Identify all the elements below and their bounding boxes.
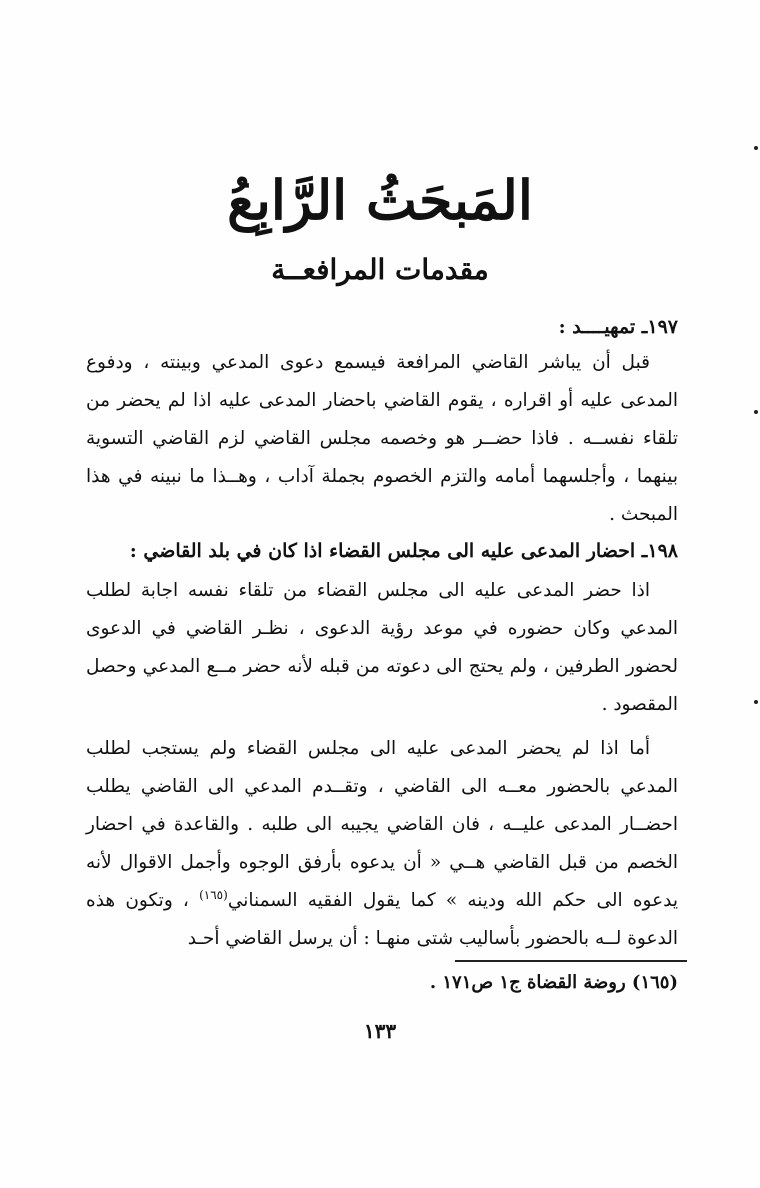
paragraph-text: اذا حضر المدعى عليه الى مجلس القضاء من تلقاء نفسه اجابة لطلب المدعي وكان حضوره في موعد رؤية الدعوى ، نظـر القاضي في الدعوى لحضور الطرفين ، ولم يحتج الى دعوته من قبله لأنه حضر مــع المدعي وحصل المقصود . — [86, 580, 678, 715]
footnote-reference: (١٦٥) — [199, 887, 228, 902]
footnote-divider — [455, 960, 687, 962]
footnote: (١٦٥) روضة القضاة ج١ ص١٧١ . — [429, 972, 678, 993]
paragraph-text: ، وتكون هذه الدعوة لــه بالحضور بأساليب شتى منهـا : أن يرسل القاضي أحـد — [86, 890, 678, 949]
section-title: مقدمات المرافعــة — [271, 253, 489, 286]
scan-edge-mark — [754, 700, 758, 704]
section-198 — [86, 534, 678, 724]
section-heading: ١٩٨ـ احضار المدعى عليه الى مجلس القضاء اذا كان في بلد القاضي : — [129, 540, 678, 562]
chapter-title: المَبحَثُ الرَّابِعُ — [227, 168, 533, 232]
paragraph — [86, 344, 678, 534]
paragraph-text: أما اذا لم يحضر المدعى عليه الى مجلس القضاء ولم يستجب لطلب المدعي بالحضور معــه الى القاضي ، وتقــدم المدعي الى القاضي يطلب احضــار المدعى عليــه ، فان القاضي يجيبه الى طلبه . والقاعدة في احضار الخصم من قبل القاضي هــي « أن يدعوه بأرفق الوجوه وأجمل الاقوال لأنه يدعوه الى حكم الله ودينه » كما يقول الفقيه السمناني — [86, 738, 678, 911]
section-heading: ١٩٧ـ تمهيــــد : — [558, 316, 678, 338]
section-197 — [86, 310, 678, 534]
paragraph-continuation — [86, 730, 678, 958]
page-number: ١٣٣ — [363, 1019, 397, 1043]
paragraph — [86, 572, 678, 724]
paragraph — [86, 730, 678, 958]
paragraph-text: قبل أن يباشر القاضي المرافعة فيسمع دعوى المدعي وبينته ، ودفوع المدعى عليه أو اقراره ، يقوم القاضي باحضار المدعى عليه اذا لم يحضر من تلقاء نفســه . فاذا حضــر هو وخصمه مجلس القاضي لزم القاضي التسوية بينهما ، وأجلسهما أمامه والتزم الخصوم بجملة آداب ، وهــذا ما نبينه في هذا المبحث . — [86, 352, 678, 525]
scan-edge-mark — [754, 146, 758, 150]
scan-edge-mark — [754, 410, 758, 414]
